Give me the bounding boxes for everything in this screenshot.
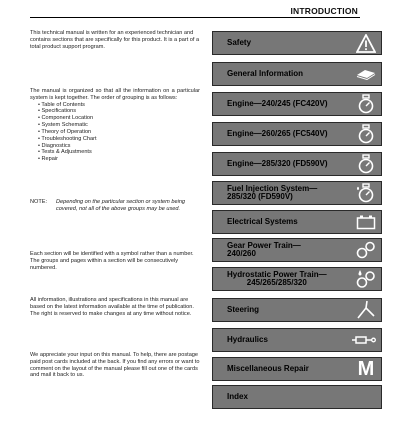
section-tab-label: Electrical Systems — [227, 216, 298, 226]
hydraulic-cylinder-icon — [352, 330, 376, 350]
note-text: Depending on the particular section or system being covered, not all of the above groups may be used. — [56, 199, 186, 212]
section-tab-miscellaneous-repair[interactable] — [212, 357, 382, 381]
grouping-item: • Tests & Adjustments — [38, 149, 200, 156]
warning-triangle-icon — [356, 33, 376, 53]
battery-icon — [356, 212, 376, 232]
grouping-item: • Repair — [38, 156, 200, 163]
fuel-engine-icon — [356, 183, 376, 203]
section-tab-label: Index — [227, 391, 248, 401]
info-book-icon — [356, 64, 376, 84]
section-tab-label: Engine—240/245 (FC420V) — [227, 98, 328, 108]
section-tab-label: Fuel Injection System— 285/320 (FD590V) — [227, 183, 318, 201]
section-tab-index[interactable] — [212, 385, 382, 409]
section-tab-hydraulics[interactable] — [212, 328, 382, 352]
section-tab-engine-260-265[interactable] — [212, 122, 382, 146]
section-tab-label: Hydrostatic Power Train— 245/265/285/320 — [227, 269, 327, 287]
intro-paragraph-2: The manual is organized so that all the information on a particular system is kept together. The order of grouping is as follows: — [30, 88, 200, 101]
section-tab-safety[interactable] — [212, 31, 382, 55]
letter-m-icon: M — [357, 357, 375, 380]
intro-paragraph-1: This technical manual is written for an experienced technician and contains sections that are specifically for this product. It is a part of a total product support program. — [30, 30, 200, 50]
engine-icon — [356, 154, 376, 174]
grouping-item: • Troubleshooting Chart — [38, 136, 200, 143]
section-tab-fuel-injection-system[interactable] — [212, 181, 382, 205]
grouping-item: • Diagnostics — [38, 143, 200, 150]
grouping-item: • Component Location — [38, 115, 200, 122]
note-label: NOTE: — [30, 199, 48, 205]
grouping-item: • Table of Contents — [38, 102, 200, 109]
hydro-train-icon — [356, 269, 376, 289]
section-tab-label: Safety — [227, 37, 252, 47]
section-tab-engine-285-320[interactable] — [212, 152, 382, 176]
engine-icon — [356, 124, 376, 144]
grouping-item: • System Schematic — [38, 122, 200, 129]
section-tab-label: Hydraulics — [227, 334, 268, 344]
section-tab-label: Engine—260/265 (FC540V) — [227, 128, 328, 138]
header-rule — [30, 17, 360, 18]
intro-paragraph-4: All information, illustrations and specifications in this manual are based on the latest information available at the time of publication. The right is reserved to make changes at any time without notice. — [30, 297, 194, 317]
grouping-block — [30, 88, 200, 163]
section-tab-label: Miscellaneous Repair — [227, 363, 309, 373]
section-tab-label: General Information — [227, 68, 304, 78]
gear-train-icon — [356, 240, 376, 260]
intro-paragraph-3: Each section will be identified with a symbol rather than a number. The groups and pages within a section will be consecutively numbered. — [30, 251, 194, 271]
section-tab-electrical-systems[interactable] — [212, 210, 382, 234]
grouping-list — [38, 102, 200, 163]
note-block — [30, 199, 200, 213]
intro-paragraph-5: We appreciate your input on this manual. To help, there are postage paid post cards included at the back. If you find any errors or want to comment on the layout of the manual please fill out one of the cards and mail it back to us. — [30, 352, 200, 379]
section-tab-engine-240-245[interactable] — [212, 92, 382, 116]
section-tab-steering[interactable] — [212, 298, 382, 322]
page-header-title: INTRODUCTION — [290, 6, 358, 16]
section-tab-hydrostatic-power-train[interactable] — [212, 267, 382, 291]
section-tab-general-information[interactable] — [212, 62, 382, 86]
steering-icon — [356, 300, 376, 320]
section-tab-label: Gear Power Train— 240/260 — [227, 240, 301, 258]
grouping-item: • Specifications — [38, 108, 200, 115]
section-tab-gear-power-train[interactable] — [212, 238, 382, 262]
section-tab-label: Steering — [227, 304, 260, 314]
engine-icon — [356, 94, 376, 114]
grouping-item: • Theory of Operation — [38, 129, 200, 136]
section-tab-label: Engine—285/320 (FD590V) — [227, 158, 328, 168]
